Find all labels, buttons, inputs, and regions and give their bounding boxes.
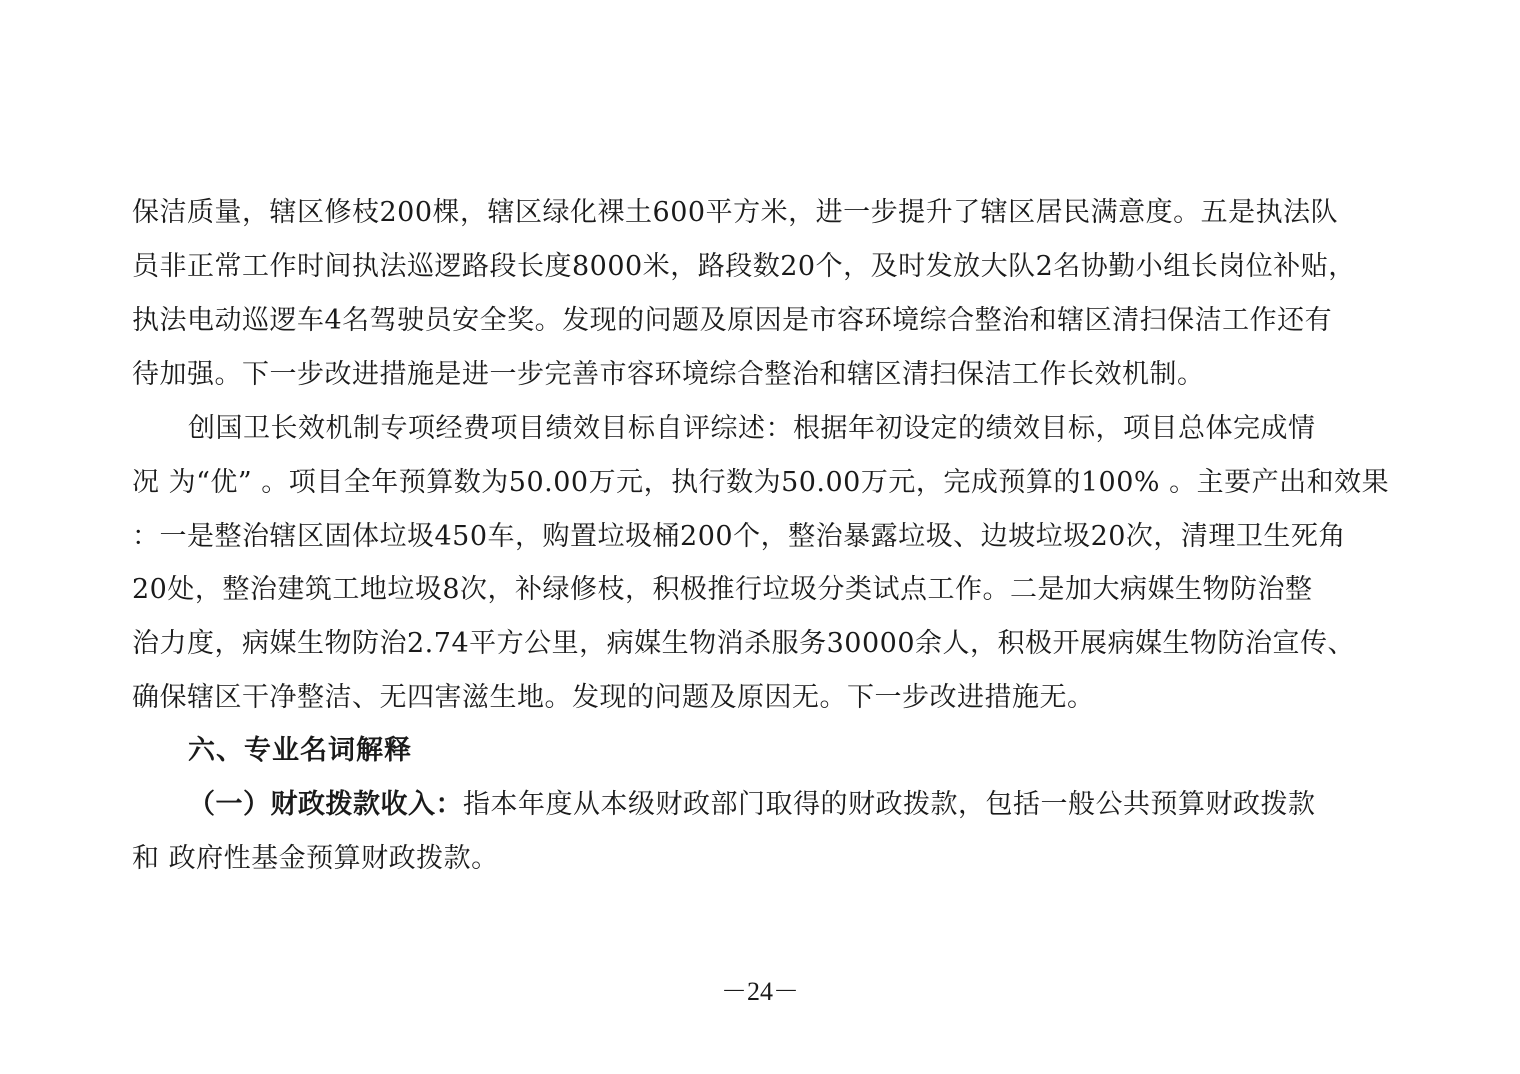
definition-line bbox=[188, 788, 1388, 822]
page-number: －24－ bbox=[720, 977, 799, 1006]
body-text-line: ：一是整治辖区固体垃圾450车，购置垃圾桶200个，整治暴露垃圾、边坡垃圾20次，清理卫生死角 bbox=[132, 521, 1346, 552]
definition-text: 指本年度从本级财政部门取得的财政拨款，包括一般公共预算财政拨款 bbox=[463, 789, 1316, 820]
body-text-line: 待加强。下一步改进措施是进一步完善市容环境综合整治和辖区清扫保洁工作长效机制。 bbox=[132, 359, 1205, 390]
paragraph-first-line: 创国卫长效机制专项经费项目绩效目标自评综述：根据年初设定的绩效目标，项目总体完成情 bbox=[188, 413, 1316, 444]
definition-continuation: 和 政府性基金预算财政拨款。 bbox=[132, 843, 499, 874]
body-text-line: 确保辖区干净整洁、无四害滋生地。发现的问题及原因无。下一步改进措施无。 bbox=[132, 682, 1095, 713]
body-text-line: 员非正常工作时间执法巡逻路段长度8000米，路段数20个，及时发放大队2名协勤小组长岗位补贴， bbox=[132, 251, 1356, 282]
body-text-line: 保洁质量，辖区修枝200棵，辖区绿化裸土600平方米，进一步提升了辖区居民满意度。五是执法队 bbox=[132, 197, 1339, 228]
body-text-line: 执法电动巡逻车4名驾驶员安全奖。发现的问题及原因是市容环境综合整治和辖区清扫保洁工作还有 bbox=[132, 305, 1333, 336]
section-heading: 六、专业名词解释 bbox=[188, 735, 412, 766]
body-text-line: 况 为“优” 。项目全年预算数为50.00万元，执行数为50.00万元，完成预算的100% 。主要产出和效果 bbox=[132, 467, 1390, 498]
definition-term: （一）财政拨款收入： bbox=[188, 789, 463, 820]
body-text-line: 20处，整治建筑工地垃圾8次，补绿修枝，积极推行垃圾分类试点工作。二是加大病媒生物防治整 bbox=[132, 574, 1313, 605]
body-text-line: 治力度，病媒生物防治2.74平方公里，病媒生物消杀服务30000余人，积极开展病媒生物防治宣传、 bbox=[132, 628, 1356, 659]
